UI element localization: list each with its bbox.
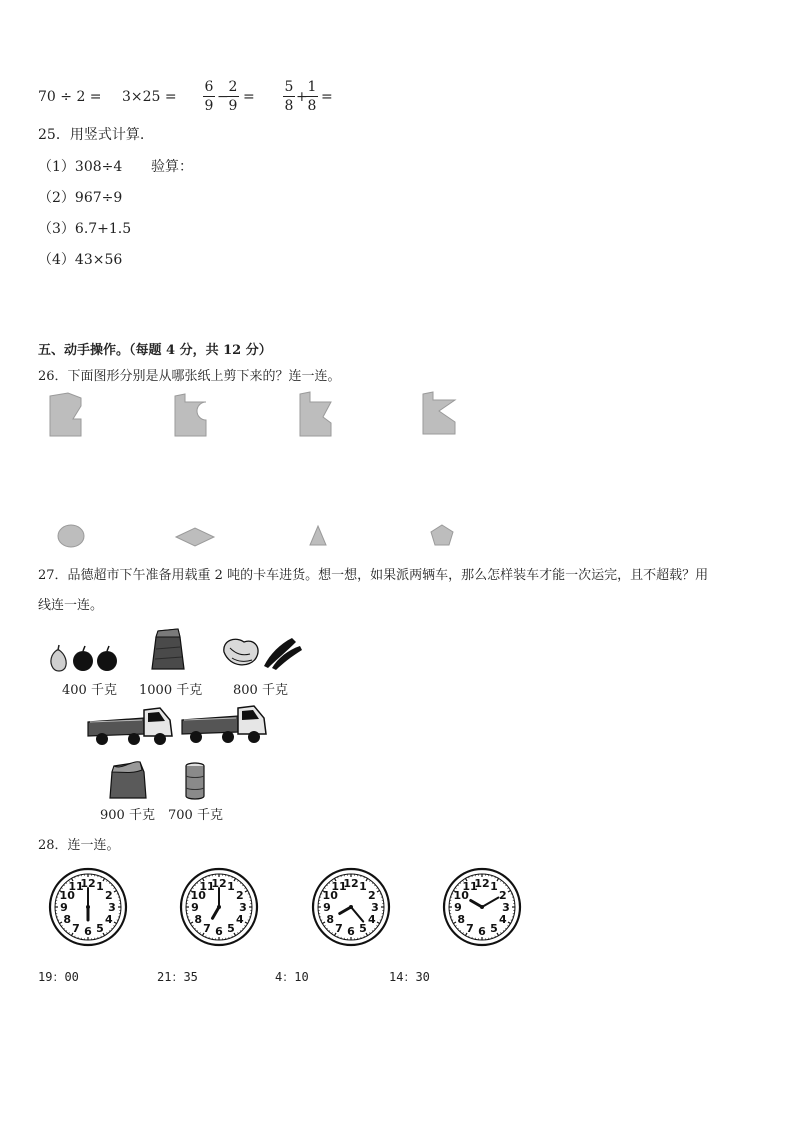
clock-numeral: 5 [490,921,498,935]
triangle-shape [309,525,329,547]
clock-numeral: 5 [96,921,104,935]
clock-numeral: 3 [108,901,116,914]
truck-icon-2 [180,702,268,744]
clock-numeral: 6 [84,925,92,938]
time-label-4: 14：30 [389,970,430,984]
clock-numeral: 3 [502,901,510,914]
sack-icon [150,625,186,673]
clock-numeral: 7 [203,921,211,935]
minus-sign: − [217,89,229,105]
goods-weight-fruit: 400 千克 [62,683,117,698]
time-label-3: 4：10 [275,970,309,984]
truck-icon-1 [86,704,174,746]
clock-numeral: 1 [359,880,367,894]
clock-numeral: 6 [215,925,223,938]
clock-numeral: 8 [457,913,466,926]
q25-item-1: （1）308÷4 [38,159,123,175]
clock-numeral: 10 [59,889,75,902]
clock-numeral: 2 [498,889,507,902]
q25-item-3: （3）6.7+1.5 [38,221,132,237]
vegetables-icon [220,634,304,670]
clock-numeral: 10 [453,889,469,902]
q26-title: 26．下面图形分别是从哪张纸上剪下来的？连一连。 [38,369,341,384]
clock-face-3 [311,867,391,947]
clock-numeral: 12 [211,877,227,890]
paper-cutout-3 [298,392,334,438]
equals-sign: = [243,89,255,105]
time-label-2: 21：35 [157,970,198,984]
equals-sign-2: = [321,89,333,105]
expr-multiplication: 3×25 = [122,89,177,105]
clock-numeral: 1 [96,880,104,894]
clock-numeral: 9 [323,901,331,914]
q28-title: 28．连一连。 [38,838,120,853]
clock-numeral: 4 [367,913,376,926]
clock-numeral: 7 [466,921,474,935]
goods-weight-bag: 900 千克 [100,808,155,823]
clock-numeral: 11 [462,880,478,894]
clock-numeral: 4 [104,913,113,926]
clock-numeral: 5 [227,921,235,935]
clock-numeral: 12 [474,877,490,890]
q25-check-label: 验算： [151,159,193,175]
bag-icon [108,758,148,800]
clock-numeral: 12 [343,877,359,890]
goods-weight-vegetables: 800 千克 [233,683,288,698]
clock-numeral: 9 [191,901,199,914]
fruit-icon [47,644,119,674]
clock-numeral: 8 [326,913,335,926]
clock-numeral: 10 [190,889,206,902]
rhombus-shape [175,527,215,547]
clock-numeral: 6 [478,925,486,938]
clock-numeral: 11 [199,880,215,894]
clock-face-2 [179,867,259,947]
q27-text-line-2: 线连一连。 [38,598,104,613]
clock-numeral: 11 [68,880,84,894]
clock-numeral: 11 [331,880,347,894]
q25-item-2: （2）967÷9 [38,190,123,206]
clock-numeral: 9 [454,901,462,914]
clock-numeral: 4 [235,913,244,926]
clock-numeral: 8 [194,913,203,926]
clock-numeral: 4 [498,913,507,926]
plus-sign: + [296,89,308,105]
fraction-5-8: 5 8 [284,79,294,114]
clock-face-4 [442,867,522,947]
paper-cutout-4 [421,392,457,438]
fraction-2-9: 2 9 [228,79,238,114]
clock-numeral: 12 [80,877,96,890]
expr-division: 70 ÷ 2 = [38,89,102,105]
clock-numeral: 3 [239,901,247,914]
paper-cutout-1 [48,392,84,438]
q27-text-line-1: 27．品德超市下午准备用载重 2 吨的卡车进货。想一想，如果派两辆车，那么怎样装车才能一次运完，且不超载？用 [38,568,709,583]
clock-numeral: 2 [367,889,376,902]
pentagon-shape [430,524,454,546]
circle-shape [57,524,87,550]
clock-numeral: 7 [72,921,80,935]
q25-title: 25．用竖式计算. [38,127,145,143]
fraction-6-9: 6 9 [204,79,214,114]
clock-numeral: 1 [227,880,235,894]
clock-numeral: 5 [359,921,367,935]
paper-cutout-2 [173,394,209,438]
clock-numeral: 10 [322,889,338,902]
clock-numeral: 9 [60,901,68,914]
clock-numeral: 2 [235,889,244,902]
clock-numeral: 8 [63,913,72,926]
clock-numeral: 3 [371,901,379,914]
clock-numeral: 2 [104,889,113,902]
clock-face-1 [48,867,128,947]
fraction-1-8: 1 8 [307,79,317,114]
barrel-icon [184,762,206,800]
goods-weight-sack: 1000 千克 [139,683,203,698]
q25-item-4: （4）43×56 [38,252,123,268]
goods-weight-barrel: 700 千克 [168,808,223,823]
time-label-1: 19：00 [38,970,79,984]
section-5-title: 五、动手操作。（每题 4 分，共 12 分） [38,343,272,358]
clock-numeral: 6 [347,925,355,938]
clock-numeral: 7 [335,921,343,935]
clock-numeral: 1 [490,880,498,894]
